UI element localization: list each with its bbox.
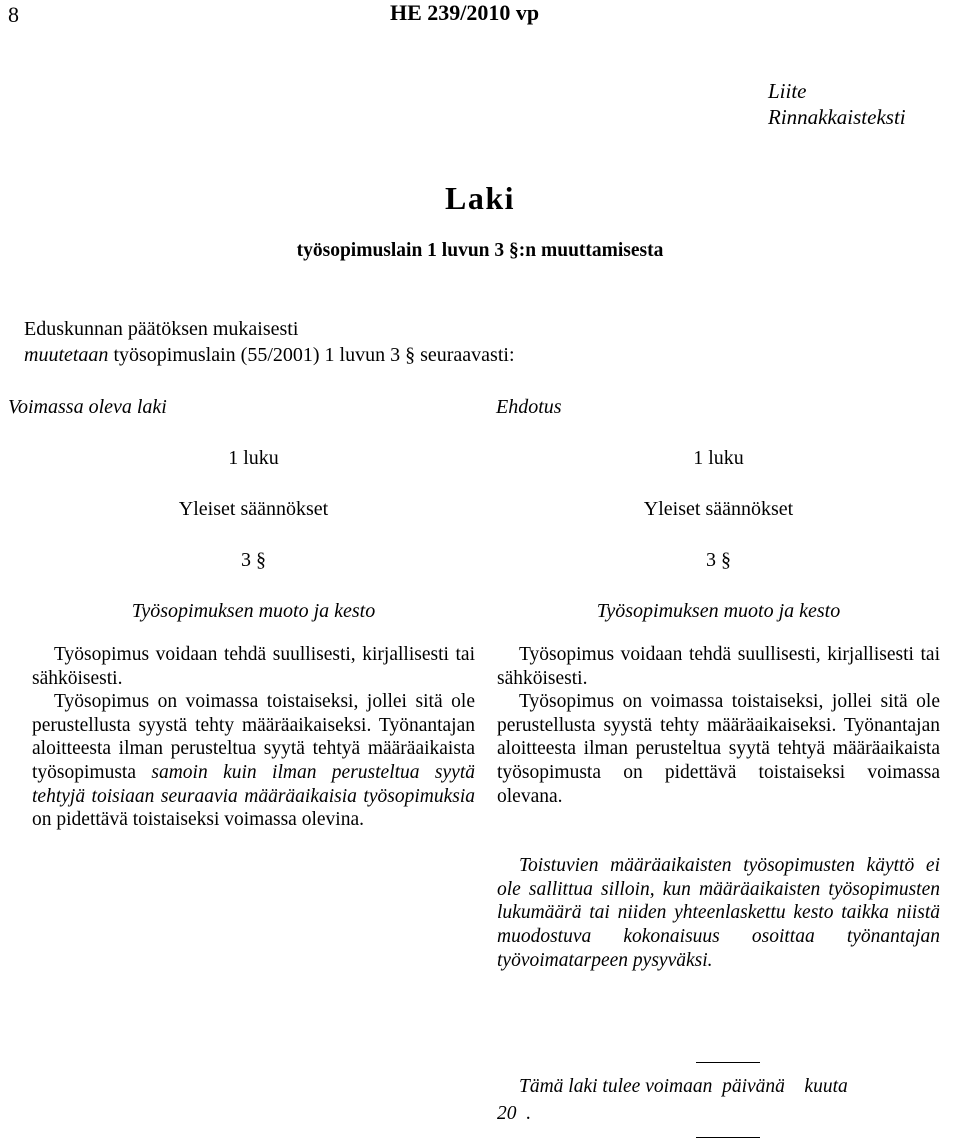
section-title: Työsopimuksen muoto ja kesto bbox=[596, 600, 841, 622]
preamble-line-1: Eduskunnan päätöksen mukaisesti bbox=[24, 318, 299, 340]
paragraph-3-added: Toistuvien määräaikaisten työsopimusten käyttö ei ole sallittua silloin, kun määräaikaisten työsopimusten lukumäärä tai niiden yhteenlaskettu kesto taikka niistä muodostuva kokonaisuus osoittaa työnantajan työvoimatarpeen pysyväksi. bbox=[497, 855, 940, 971]
document-id: HE 239/2010 vp bbox=[390, 0, 540, 25]
current-law-header: Voimassa oleva laki bbox=[8, 396, 167, 418]
appendix-label bbox=[768, 78, 906, 130]
chapter-title: Yleiset säännökset bbox=[178, 498, 329, 520]
current-law-column bbox=[32, 445, 475, 832]
paragraph-2-start: Työsopimus on voimassa toistaiseksi, jollei sitä ole perustellusta syystä tehty määräaikaiseksi. Työnantajan aloitteesta ilman perusteltua syytä tehtyä määräaikaista työsopimusta bbox=[32, 691, 475, 783]
preamble-rest: työsopimuslain (55/2001) 1 luvun 3 § seuraavasti: bbox=[108, 344, 515, 366]
separator-rule-bottom bbox=[696, 1137, 760, 1138]
appendix-line-1: Liite bbox=[768, 79, 807, 103]
law-title: Laki bbox=[444, 180, 516, 216]
section-number: 3 § bbox=[706, 549, 731, 571]
paragraph-2-end: on pidettävä toistaiseksi voimassa olevina. bbox=[32, 809, 364, 831]
entry-into-force bbox=[497, 1073, 940, 1127]
chapter-number: 1 luku bbox=[693, 447, 744, 469]
preamble bbox=[24, 316, 515, 368]
entry-into-force-line-1: Tämä laki tulee voimaan päivänä kuuta bbox=[519, 1076, 848, 1097]
preamble-verb: muutetaan bbox=[24, 344, 109, 366]
paragraph-2: Työsopimus on voimassa toistaiseksi, jollei sitä ole perustellusta syystä tehty määräaikaiseksi. Työnantajan aloitteesta ilman perusteltua syytä tehtyä määräaikaista työsopimusta on pidettävä toistaiseksi voimassa olevana. bbox=[497, 691, 940, 807]
paragraph-2 bbox=[32, 690, 475, 832]
entry-into-force-line-2: 20 . bbox=[497, 1103, 532, 1124]
section-title: Työsopimuksen muoto ja kesto bbox=[131, 600, 376, 622]
law-subtitle: työsopimuslain 1 luvun 3 §:n muuttamisesta bbox=[296, 240, 664, 261]
paragraph-1: Työsopimus voidaan tehdä suullisesti, kirjallisesti tai sähköisesti. bbox=[497, 644, 940, 689]
proposal-column bbox=[497, 445, 940, 972]
chapter-number: 1 luku bbox=[228, 447, 279, 469]
section-number: 3 § bbox=[241, 549, 266, 571]
appendix-line-2: Rinnakkaisteksti bbox=[768, 105, 906, 129]
page-number: 8 bbox=[8, 2, 19, 27]
preamble-line-2 bbox=[24, 342, 515, 368]
paragraph-2-removed-text: samoin kuin ilman perusteltua syytä tehtyjä toisiaan seuraavia määräaikaisia työsopimuksia bbox=[32, 761, 475, 807]
chapter-title: Yleiset säännökset bbox=[643, 498, 794, 520]
proposal-header: Ehdotus bbox=[496, 396, 562, 418]
separator-rule-top bbox=[696, 1062, 760, 1063]
paragraph-1: Työsopimus voidaan tehdä suullisesti, kirjallisesti tai sähköisesti. bbox=[32, 644, 475, 689]
